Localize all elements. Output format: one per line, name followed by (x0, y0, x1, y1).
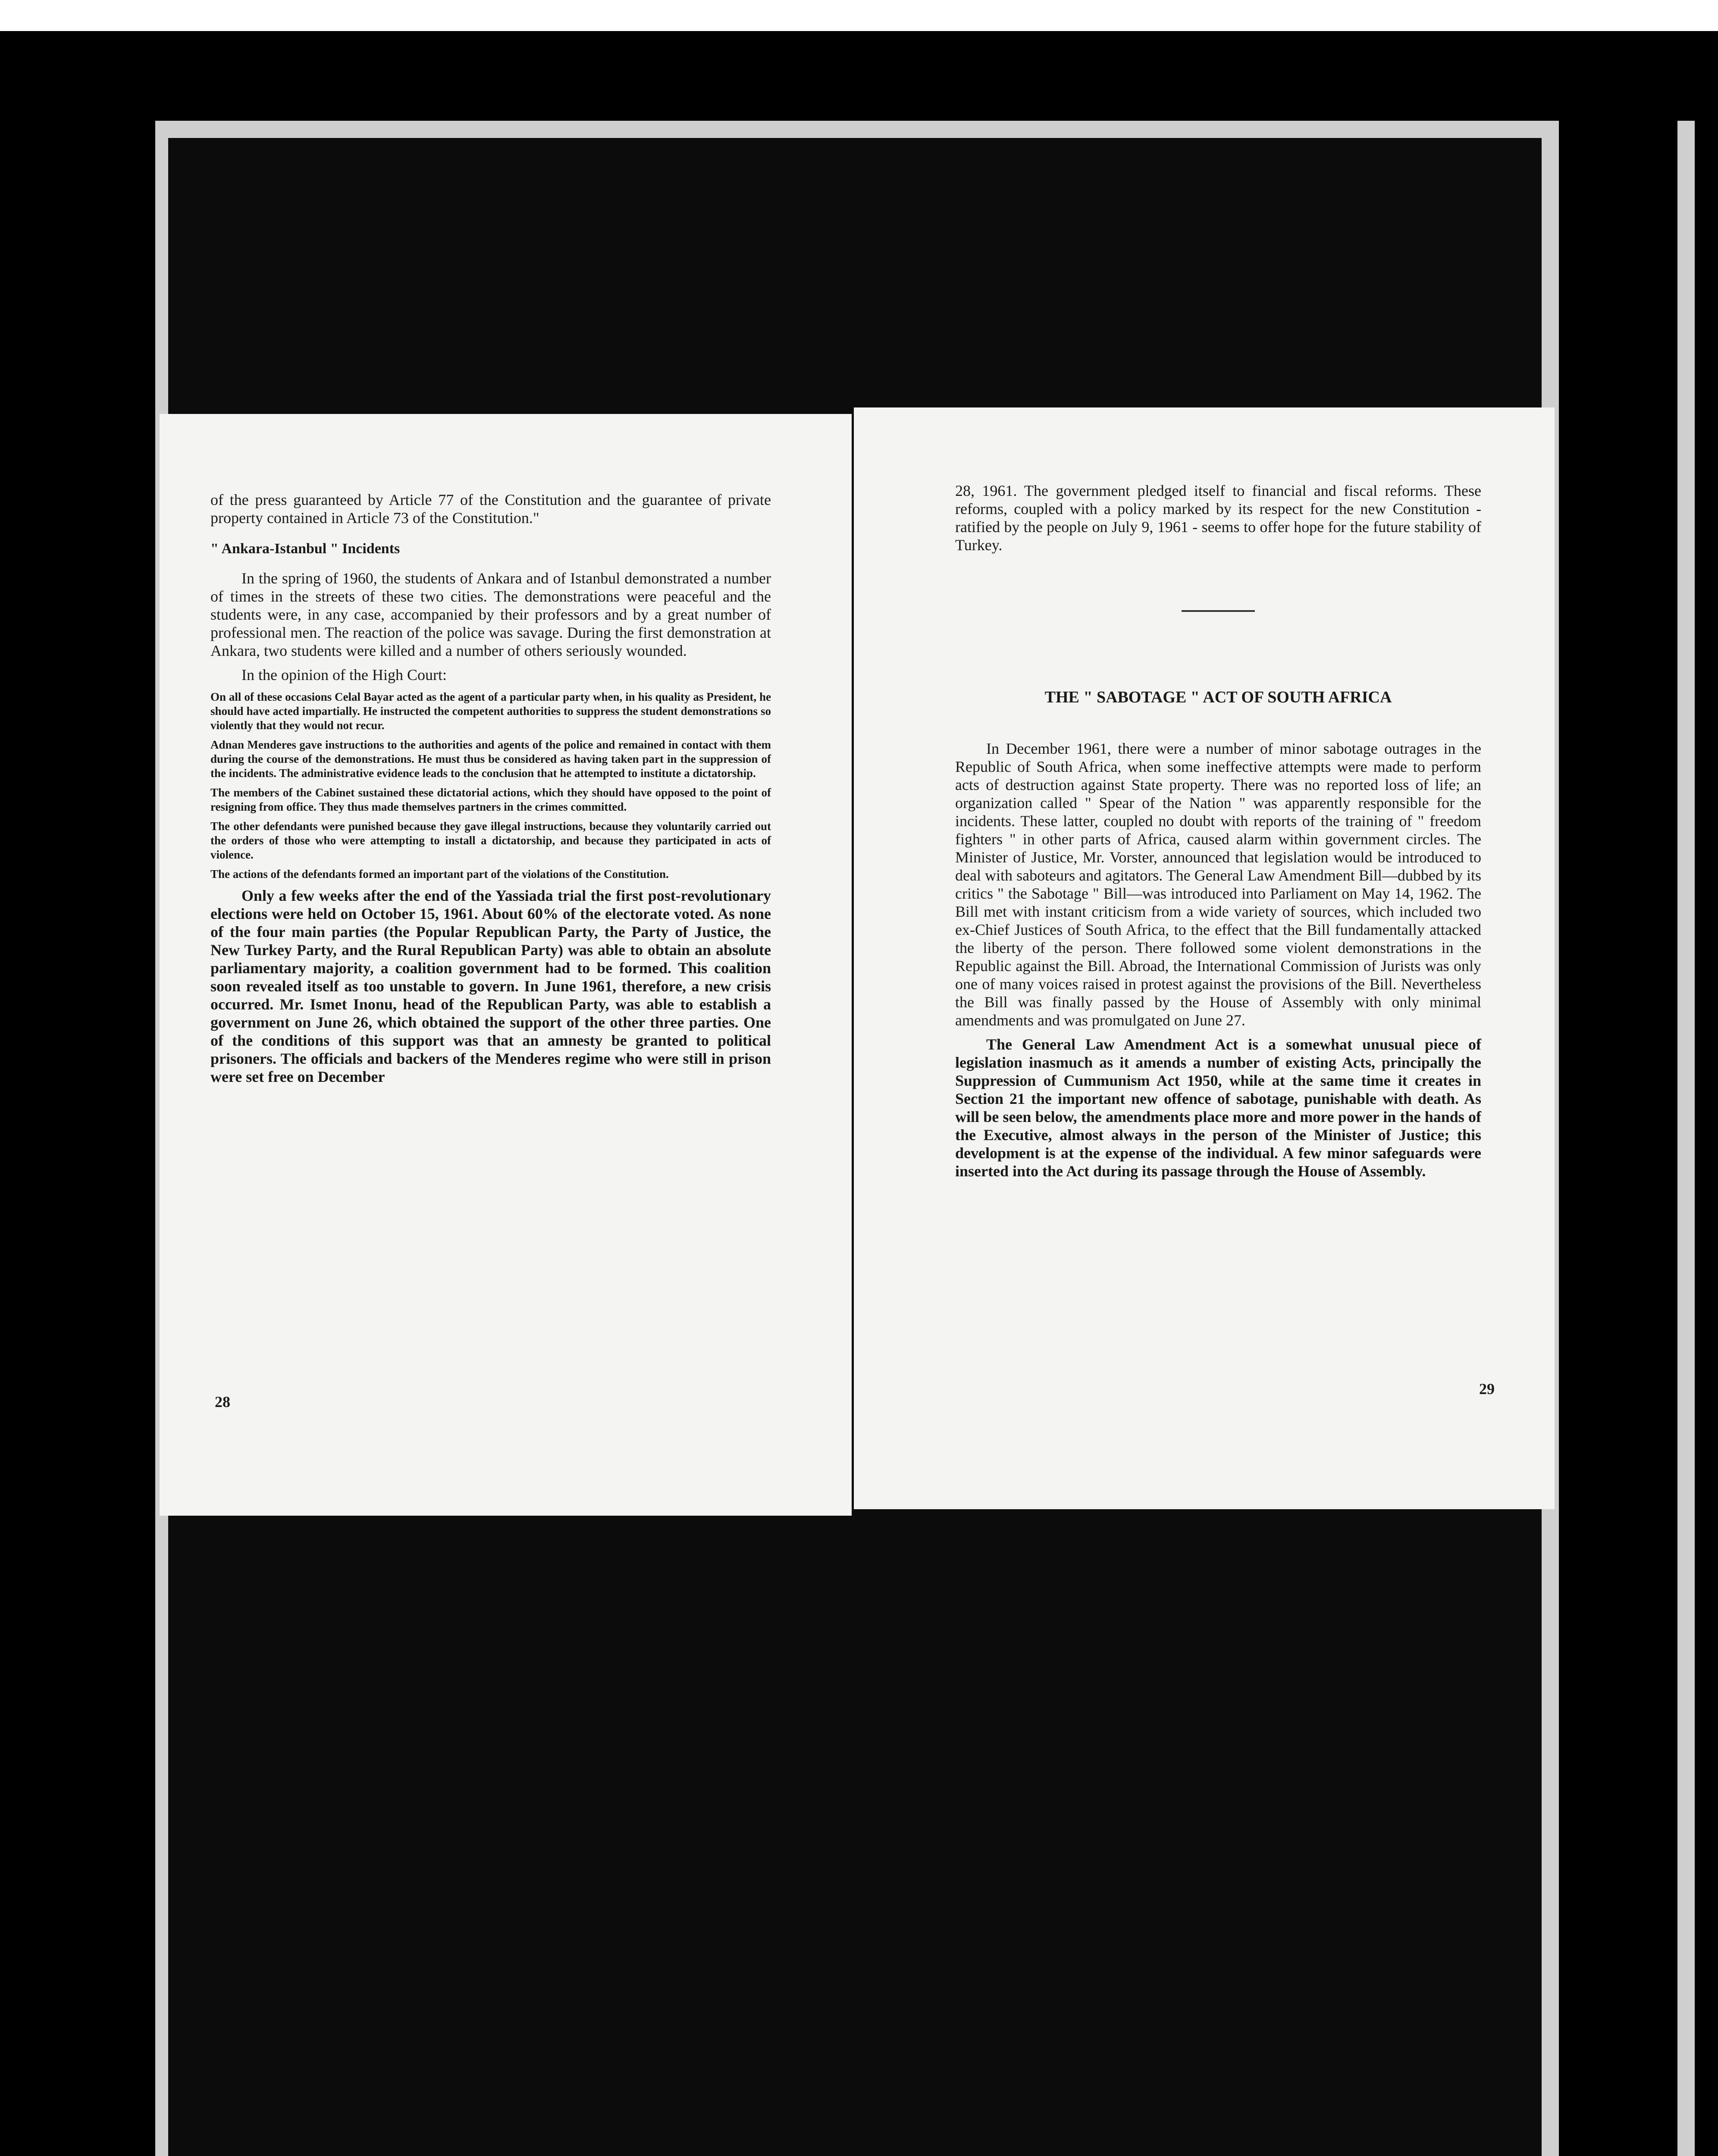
section-divider (1182, 610, 1255, 612)
court-quote: On all of these occasions Celal Bayar acted as the agent of a particular party when, in his quality as President, he should have acted impartially. He instructed the competent authorities to suppress the student demonstrations so violently that they would not recur. (210, 690, 771, 732)
page-number-right: 29 (1479, 1380, 1495, 1398)
right-paragraph: In December 1961, there were a number of minor sabotage outrages in the Republic of South Africa, when some ineffective attempts were made to perform acts of destruction against State property. There was no reported loss of life; an organization called " Spear of the Nation " was apparently responsible for the incidents. These latter, coupled no doubt with reports of the training of " freedom fighters " in other parts of Africa, caused alarm within government circles. The Minister of Justice, Mr. Vorster, announced that legislation would be introduced to deal with saboteurs and agitators. The General Law Amendment Bill—dubbed by its critics " the Sabotage " Bill—was introduced into Parliament on May 14, 1962. The Bill met with instant criticism from a wide variety of sources, which included two ex-Chief Justices of South Africa, to the effect that the Bill fundamentally attacked the liberty of the person. There followed some violent demonstrations in the Republic against the Bill. Abroad, the International Commission of Jurists was only one of many voices raised in protest against the provisions of the Bill. Nevertheless the Bill was finally passed by the House of Assembly with only minimal amendments and was promulgated on June 27. (955, 740, 1481, 1029)
left-paragraph: Only a few weeks after the end of the Yassiada trial the first post-revolutionary elections were held on October 15, 1961. About 60% of the electorate voted. As none of the four main parties (the Popular Republican Party, the Party of Justice, the New Turkey Party, and the Rural Republican Party) was able to obtain an absolute parliamentary majority, a coalition government had to be formed. This coalition soon revealed itself as too unstable to govern. In June 1961, therefore, a new crisis occurred. Mr. Ismet Inonu, head of the Republican Party, was able to establish a government on June 26, which obtained the support of the other three parties. One of the conditions of this support was that an amnesty be granted to political prisoners. The officials and backers of the Menderes regime who were still in prison were set free on December (210, 887, 771, 1085)
film-frame-top-edge (155, 121, 1559, 138)
court-quote: The members of the Cabinet sustained these dictatorial actions, which they should have opposed to the point of resigning from office. They thus made themselves partners in the crimes committed. (210, 786, 771, 813)
section-heading: " Ankara-Istanbul " Incidents (210, 541, 400, 557)
film-neighbor-frame-strip (1677, 121, 1695, 2156)
left-paragraph: In the spring of 1960, the students of Ankara and of Istanbul demonstrated a number of times in the streets of these two cities. The demonstrations were peaceful and the students were, in any case, accompanied by their professors and by a great number of professional men. The reaction of the police was savage. During the first demonstration at Ankara, two students were killed and a number of others seriously wounded. (210, 570, 771, 659)
right-page-body (955, 740, 1481, 1186)
right-paragraph: The General Law Amendment Act is a somewhat unusual piece of legislation inasmuch as it amends a number of existing Acts, principally the Suppression of Cummunism Act 1950, while at the same time it creates in Section 21 the important new offence of sabotage, punishable with death. As will be seen below, the amendments place more and more power in the hands of the Executive, almost always in the person of the Minister of Justice; this development is at the expense of the individual. A few minor safeguards were inserted into the Act during its passage through the House of Assembly. (955, 1036, 1481, 1180)
court-quote: Adnan Menderes gave instructions to the authorities and agents of the police and remained in contact with them during the course of the demonstrations. He must thus be considered as having taken part in the suppression of the incidents. The administrative evidence leads to the conclusion that he attempted to institute a dictatorship. (210, 738, 771, 780)
left-page-text (210, 491, 771, 1092)
left-paragraph: of the press guaranteed by Article 77 of the Constitution and the guarantee of private property contained in Article 73 of the Constitution." (210, 491, 771, 526)
section-title: THE " SABOTAGE " ACT OF SOUTH AFRICA (1044, 688, 1392, 706)
court-quote: The actions of the defendants formed an important part of the violations of the Constitution. (210, 868, 669, 881)
right-page-intro: 28, 1961. The government pledged itself to financial and fiscal reforms. These reforms, coupled with a policy marked by its respect for the new Constitution - ratified by the people on July 9, 1961 - seems to offer hope for the future stability of Turkey. (955, 482, 1481, 554)
top-margin (0, 0, 1718, 31)
page-number-left: 28 (215, 1393, 230, 1410)
court-quote: The other defendants were punished because they gave illegal instructions, because they voluntarily carried out the orders of those who were attempting to install a dictatorship, and because they participated in acts of violence. (210, 820, 771, 861)
left-paragraph: In the opinion of the High Court: (241, 666, 447, 683)
left-page (160, 414, 852, 1516)
right-page (854, 407, 1555, 1509)
